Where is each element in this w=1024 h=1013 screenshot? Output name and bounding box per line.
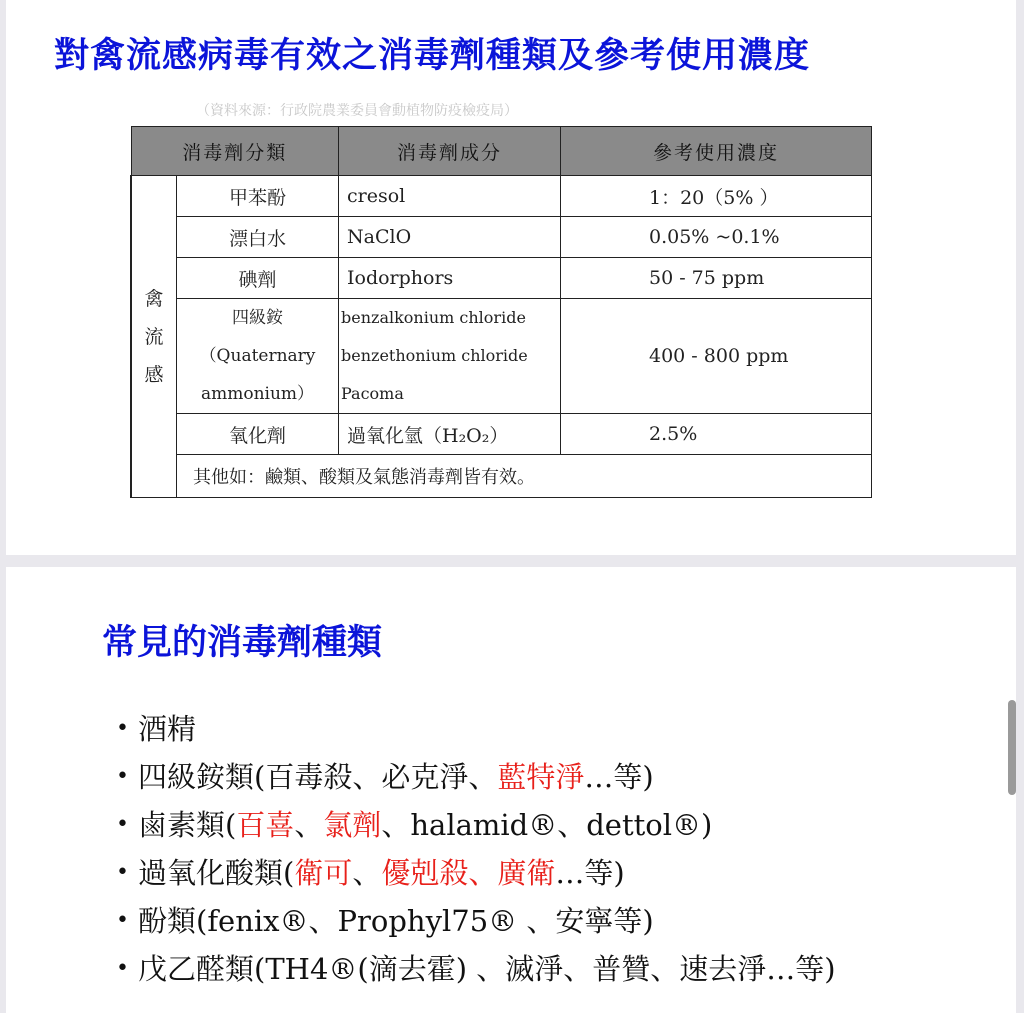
category-char: 流 bbox=[144, 325, 164, 348]
list-text: 戊乙醛類(TH4®(滴去霍) 、滅淨、普贊、速去淨…等) bbox=[138, 952, 836, 986]
header-category: 消毒劑分類 bbox=[131, 127, 339, 176]
bullet-icon: • bbox=[116, 956, 129, 981]
name-line: 四級銨 bbox=[232, 308, 283, 328]
category-cell bbox=[131, 176, 177, 498]
list-text: 酒精 bbox=[138, 712, 197, 746]
highlighted-product: 氯劑 bbox=[323, 808, 382, 842]
row-name: 氧化劑 bbox=[177, 414, 339, 455]
disinfectant-list bbox=[116, 705, 836, 993]
bullet-icon: • bbox=[116, 716, 129, 741]
bullet-icon: • bbox=[116, 764, 129, 789]
row-name: 甲苯酚 bbox=[177, 176, 339, 217]
row-concentration: 2.5% bbox=[561, 414, 872, 455]
bullet-icon: • bbox=[116, 860, 129, 885]
list-text: 、halamid®、dettol®) bbox=[381, 808, 713, 842]
list-item bbox=[116, 945, 836, 993]
row-name-multiline bbox=[177, 299, 339, 414]
row-concentration: 400 - 800 ppm bbox=[561, 299, 872, 414]
table-row-other bbox=[131, 455, 872, 498]
ingredient-line: Pacoma bbox=[341, 384, 404, 403]
list-item bbox=[116, 849, 836, 897]
category-char: 感 bbox=[144, 363, 164, 386]
row-ingredient: Iodorphors bbox=[339, 258, 561, 299]
other-note: 其他如：鹼類、酸類及氣態消毒劑皆有效。 bbox=[177, 455, 872, 498]
ingredient-line: benzalkonium chloride bbox=[341, 308, 526, 327]
table-row bbox=[131, 414, 872, 455]
highlighted-product: 衛可 bbox=[294, 856, 353, 890]
scrollbar-thumb[interactable] bbox=[1008, 700, 1016, 795]
list-text: …等) bbox=[555, 856, 625, 890]
table-row bbox=[131, 258, 872, 299]
name-line: （Quaternary bbox=[199, 346, 316, 366]
slide-disinfectant-table bbox=[6, 0, 1016, 555]
slide1-title: 對禽流感病毒有效之消毒劑種類及參考使用濃度 bbox=[54, 35, 811, 76]
row-name: 碘劑 bbox=[177, 258, 339, 299]
header-ingredient: 消毒劑成分 bbox=[339, 127, 561, 176]
highlighted-product: 百喜 bbox=[236, 808, 295, 842]
highlighted-product: 藍特淨 bbox=[497, 760, 585, 794]
table-caption: （資料來源：行政院農業委員會動植物防疫檢疫局） bbox=[196, 103, 518, 118]
list-text: 、 bbox=[352, 856, 382, 890]
category-label bbox=[140, 280, 168, 394]
list-item bbox=[116, 897, 836, 945]
row-name: 漂白水 bbox=[177, 217, 339, 258]
table-row bbox=[131, 217, 872, 258]
row-ingredient: cresol bbox=[339, 176, 561, 217]
list-item bbox=[116, 705, 836, 753]
table-row bbox=[131, 299, 872, 414]
row-ingredient-multiline bbox=[339, 299, 561, 414]
row-concentration: 50 - 75 ppm bbox=[561, 258, 872, 299]
bullet-icon: • bbox=[116, 908, 129, 933]
row-concentration: 1：20（5% ） bbox=[561, 176, 872, 217]
row-ingredient: 過氧化氫（H₂O₂） bbox=[339, 414, 561, 455]
slide2-title: 常見的消毒劑種類 bbox=[102, 622, 383, 663]
row-concentration: 0.05% ~0.1% bbox=[561, 217, 872, 258]
header-concentration: 參考使用濃度 bbox=[561, 127, 872, 176]
bullet-icon: • bbox=[116, 812, 129, 837]
list-text: 過氧化酸類( bbox=[138, 856, 295, 890]
disinfectant-table bbox=[130, 126, 872, 498]
slide-common-disinfectants bbox=[6, 567, 1016, 1013]
list-text: …等) bbox=[584, 760, 654, 794]
list-item bbox=[116, 801, 836, 849]
ingredient-line: benzethonium chloride bbox=[341, 346, 528, 365]
table-row bbox=[131, 176, 872, 217]
row-ingredient: NaClO bbox=[339, 217, 561, 258]
highlighted-product: 優剋殺、廣衛 bbox=[381, 856, 556, 890]
list-text: 、 bbox=[294, 808, 324, 842]
list-text: 鹵素類( bbox=[138, 808, 237, 842]
list-text: 酚類(fenix®、Prophyl75® 、安寧等) bbox=[138, 904, 654, 938]
category-char: 禽 bbox=[144, 287, 164, 310]
list-item bbox=[116, 753, 836, 801]
list-text: 四級銨類(百毒殺、必克淨、 bbox=[138, 760, 498, 794]
name-line: ammonium） bbox=[200, 384, 315, 404]
